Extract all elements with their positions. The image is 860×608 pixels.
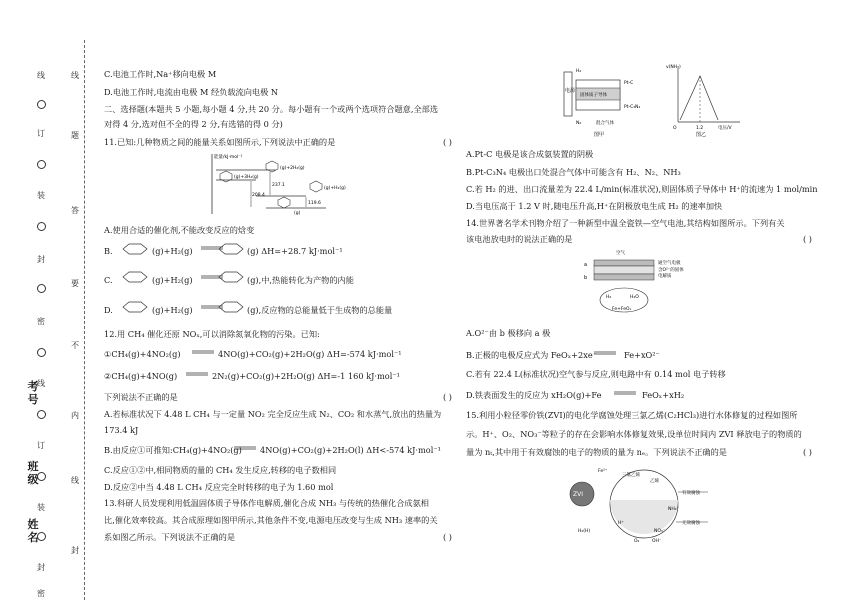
- gutter-char: 线: [71, 476, 79, 485]
- q12-eq2-reactant: ②CH₄(g)+4NO(g): [104, 371, 178, 381]
- q12-eq2-product: 2N₂(g)+CO₂(g)+2H₂O(g) ΔH=-1 160 kJ·mol⁻¹: [212, 371, 400, 381]
- q12-stem: 12.用 CH₄ 催化还原 NOₓ,可以消除氮氧化物的污染。已知:: [104, 329, 320, 339]
- q12-option-d: D.反应②中当 4.48 L CH₄ 反应完全时转移的电子为 1.60 mol: [104, 482, 334, 492]
- h2-label: H₂: [606, 295, 612, 300]
- gutter-char: 题: [71, 131, 79, 140]
- q12-eq1-product: 4NO(g)+CO₂(g)+2H₂O(g) ΔH=-574 kJ·mol⁻¹: [218, 349, 402, 359]
- q13-stem-3: 系如图乙所示。下列说法不正确的是: [104, 532, 236, 542]
- q15-answer-paren: ( ): [803, 447, 812, 457]
- q10-option-c: C.电池工作时,Na⁺移向电极 M: [104, 69, 217, 79]
- rate-curve: [680, 76, 718, 120]
- h2-in-label: H₂: [576, 69, 582, 74]
- gutter-char: 线: [37, 71, 45, 80]
- effective-corrosion-label: 有效腐蚀: [682, 491, 700, 496]
- ethylene-label: 乙烯: [650, 479, 659, 484]
- energy-diagram: [206, 150, 356, 218]
- ptc3n4-label: Pt-C₃N₄: [624, 105, 641, 110]
- q12-option-b: B.由反应①可推知:CH₄(g)+4NO₂(g): [104, 445, 242, 455]
- gap-value-2: 208.4: [252, 193, 265, 198]
- ineffective-corrosion-label: 无效腐蚀: [682, 521, 700, 526]
- gutter-char: 封: [37, 563, 45, 572]
- cyclohexadiene-icon: [310, 181, 322, 192]
- corrosion-region: [610, 500, 678, 534]
- q11-c-reactant: (g)+H₂(g): [152, 275, 193, 285]
- h2o-label: H₂O: [630, 295, 639, 300]
- gutter-char: 装: [37, 503, 45, 512]
- q13-option-a: A.Pt-C 电极是该合成氨装置的阴极: [466, 149, 594, 159]
- fig-yi-caption: 图乙: [696, 132, 707, 138]
- tick-label: 1.2: [696, 126, 704, 131]
- gutter-char: 密: [37, 317, 45, 326]
- h-ion-label: H⁺: [618, 521, 624, 526]
- gutter-char: 内: [71, 411, 79, 420]
- electrolyte-label-2: 电解质: [658, 274, 672, 279]
- ring-icon: [216, 242, 246, 260]
- q12-option-c: C.反应①②中,相同物质的量的 CH₄ 发生反应,转移的电子数相同: [104, 465, 337, 475]
- mix-out-label: 混合气体: [596, 121, 614, 126]
- binding-gutter: [0, 0, 96, 608]
- ptc-label: Pt-C: [624, 81, 634, 86]
- q14-option-a: A.O²⁻由 b 极移向 a 极: [466, 328, 551, 338]
- zvi-process-diagram: [558, 460, 768, 550]
- q11-option-d: D.: [104, 305, 113, 315]
- q10-option-d: D.电池工作时,电流由电极 M 经负载流向电极 N: [104, 87, 279, 97]
- gutter-char: 不: [71, 341, 79, 350]
- q11-b-product: (g) ΔH=+28.7 kJ·mol⁻¹: [247, 246, 343, 256]
- q12-option-a: A.若标准状况下 4.48 L CH₄ 与一定量 NO₂ 完全反应生成 N₂、CO₂ 和水蒸气,放出的热量为: [104, 409, 442, 419]
- power-label: 电源: [565, 88, 576, 94]
- q11-stem: 11.已知:几种物质之间的能量关系如图所示,下列说法中正确的是: [104, 137, 336, 147]
- level-3-label: (g)+H₂(g): [324, 186, 346, 191]
- q13-stem-2: 比,催化效率较高。其合成原理如图甲所示,其他条件不变,电源电压改变与生成 NH₃ 速率的关: [104, 515, 438, 525]
- power-source: [564, 72, 572, 116]
- q14-answer-paren: ( ): [803, 234, 812, 244]
- q14-option-c: C.若有 22.4 L(标准状况)空气参与反应,则电路中有 0.14 mol 电子转移: [466, 369, 726, 379]
- y-axis-label: v(NH₃): [666, 65, 681, 70]
- label-xingming: 姓名: [27, 518, 39, 544]
- arrow-icon: [190, 346, 216, 360]
- gutter-circle: [37, 160, 46, 169]
- ring-icon: [120, 242, 150, 260]
- voltage-rate-chart: [666, 62, 746, 142]
- q11-option-c: C.: [104, 275, 113, 285]
- electrolyte-label: 含O²⁻的固体: [658, 268, 684, 273]
- q14-option-d: D.铁表面发生的反应为 xH₂O(g)+Fe: [466, 390, 602, 400]
- n2-in-label: N₂: [576, 121, 582, 126]
- nh4-label: NH₄⁺: [668, 507, 679, 512]
- q15-stem-2: 示。H⁺、O₂、NO₃⁻等粒子的存在会影响水体修复效果,设单位时间内 ZVI 释放电子的物质的: [466, 429, 802, 439]
- tce-label: 三氯乙烯: [622, 473, 640, 478]
- level-4-label: (g): [294, 211, 301, 216]
- level-1-label: (g)+2H₂(g): [280, 166, 305, 171]
- ring-icon: [120, 300, 150, 318]
- q11-b-reactant: (g)+H₂(g): [152, 246, 193, 256]
- q12-question: 下列说法不正确的是: [104, 392, 178, 402]
- air-electrode: [594, 260, 654, 266]
- ammonia-cell-diagram: [554, 62, 654, 142]
- gutter-char: 线: [37, 379, 45, 388]
- q12-answer-paren: ( ): [443, 392, 452, 402]
- q12-eq1-reactant: ①CH₄(g)+4NO₂(g): [104, 349, 181, 359]
- q12-option-a-cont: 173.4 kJ: [104, 425, 139, 435]
- q15-stem-3: 量为 nₜ,其中用于有效腐蚀的电子的物质的量为 nₑ。下列说法不正确的是: [466, 447, 727, 457]
- q13-stem-1: 13.科研人员发现利用低温固体质子导体作电解质,催化合成 NH₃ 与传统的热催化合成氨相: [104, 498, 429, 508]
- q11-d-reactant: (g)+H₂(g): [152, 305, 193, 315]
- gutter-dashed-line: [84, 40, 85, 600]
- q14-option-d-product: FeOₓ+xH₂: [642, 390, 685, 400]
- energy-axis-label: 能量/kJ·mol⁻¹: [214, 155, 243, 160]
- ring-icon: [216, 300, 246, 318]
- gutter-char: 订: [37, 441, 45, 450]
- fig-jia-caption: 图甲: [594, 132, 605, 138]
- q14-stem-1: 14.世界著名学术刊物介绍了一种新型中温全瓷铁—空气电池,其结构如图所示。下列有关: [466, 218, 785, 228]
- ring-icon: [216, 270, 246, 288]
- solid-conductor-label: 固体质子导体: [580, 93, 607, 98]
- q13-option-d: D.当电压高于 1.2 V 时,随电压升高,H⁺在阴极放电生成 H₂ 的速率加快: [466, 201, 723, 211]
- ring-icon: [120, 270, 150, 288]
- gutter-char: 答: [71, 206, 79, 215]
- q11-option-a: A.使用合适的催化剂,不能改变反应的焓变: [104, 225, 255, 235]
- q14-stem-2: 该电池放电时的说法正确的是: [466, 234, 573, 244]
- gutter-char: 订: [37, 129, 45, 138]
- gutter-char: 封: [37, 255, 45, 264]
- gap-value-1: 237.1: [272, 183, 285, 188]
- q13-option-c: C.若 H₂ 的进、出口流量差为 22.4 L/min(标准状况),则固体质子导体中 H⁺的流速为 1 mol/min: [466, 184, 818, 194]
- zvi-label: ZVI: [573, 491, 583, 498]
- origin-label: O: [673, 126, 677, 131]
- q14-option-b-product: Fe+xO²⁻: [624, 350, 660, 360]
- h2-label: H₂(H): [578, 529, 591, 534]
- q13-answer-paren: ( ): [443, 532, 452, 542]
- gutter-char: 线: [71, 71, 79, 80]
- gutter-circle: [37, 348, 46, 357]
- gutter-char: 要: [71, 279, 79, 288]
- gutter-char: 装: [37, 191, 45, 200]
- gap-value-3: 119.6: [308, 201, 321, 206]
- cyclohexene-icon: [278, 197, 290, 208]
- q11-d-product: (g),反应物的总能量低于生成物的总能量: [247, 305, 393, 315]
- q11-c-product: (g),中,热能转化为产物的内能: [247, 275, 354, 285]
- electrolyte-layer: [594, 266, 654, 274]
- arrow-icon: [232, 442, 258, 456]
- gutter-circle: [37, 410, 46, 419]
- anode-layer: [594, 274, 654, 280]
- arrow-icon: [184, 368, 210, 382]
- o2-label: O₂: [634, 539, 640, 544]
- oh-label: OH⁻: [652, 539, 662, 544]
- gutter-circle: [37, 100, 46, 109]
- air-label: 空气: [616, 251, 625, 256]
- x-axis-label: 电压/V: [718, 126, 732, 131]
- section-heading-cont: 对得 4 分,选对但不全的得 2 分,有选错的得 0 分): [104, 119, 283, 129]
- electrode-b-label: b: [584, 275, 588, 281]
- no3-label: NO₃⁻: [654, 529, 666, 534]
- gutter-circle: [37, 222, 46, 231]
- gutter-char: 密: [37, 589, 45, 598]
- electrode-a-label: a: [584, 262, 588, 268]
- arrow-icon: [592, 347, 618, 361]
- section-heading: 二、选择题(本题共 5 小题,每小题 4 分,共 20 分。每小题有一个或两个选项符合题意,全部选: [104, 104, 439, 114]
- q11-answer-paren: ( ): [443, 137, 452, 147]
- q15-stem-1: 15.利用小粒径零价铁(ZVI)的电化学腐蚀处理三氯乙烯(C₂HCl₃)进行水体修复的过程如图所: [466, 410, 798, 420]
- q13-option-b: B.Pt-C₃N₄ 电极出口处混合气体中可能含有 H₂、N₂、NH₃: [466, 167, 681, 177]
- label-kaohao: 考号: [27, 380, 39, 406]
- label-banji: 班级: [27, 460, 39, 486]
- level-2-label: (g)+3H₂(g): [234, 175, 259, 180]
- q12-option-b-product: 4NO(g)+CO₂(g)+2H₂O(l) ΔH<-574 kJ·mol⁻¹: [260, 445, 441, 455]
- q11-option-b: B.: [104, 246, 113, 256]
- arrow-icon: [612, 387, 638, 401]
- gutter-circle: [37, 284, 46, 293]
- q14-option-b: B.正极的电极反应式为 FeOₓ+2xe⁻: [466, 350, 598, 360]
- fe-label: Fe+FeOₓ: [612, 307, 632, 312]
- gutter-char: 封: [71, 546, 79, 555]
- air-electrode-label: 通空气电极: [658, 261, 681, 266]
- iron-air-cell-diagram: [576, 246, 716, 320]
- fe2-label: Fe²⁺: [598, 469, 608, 474]
